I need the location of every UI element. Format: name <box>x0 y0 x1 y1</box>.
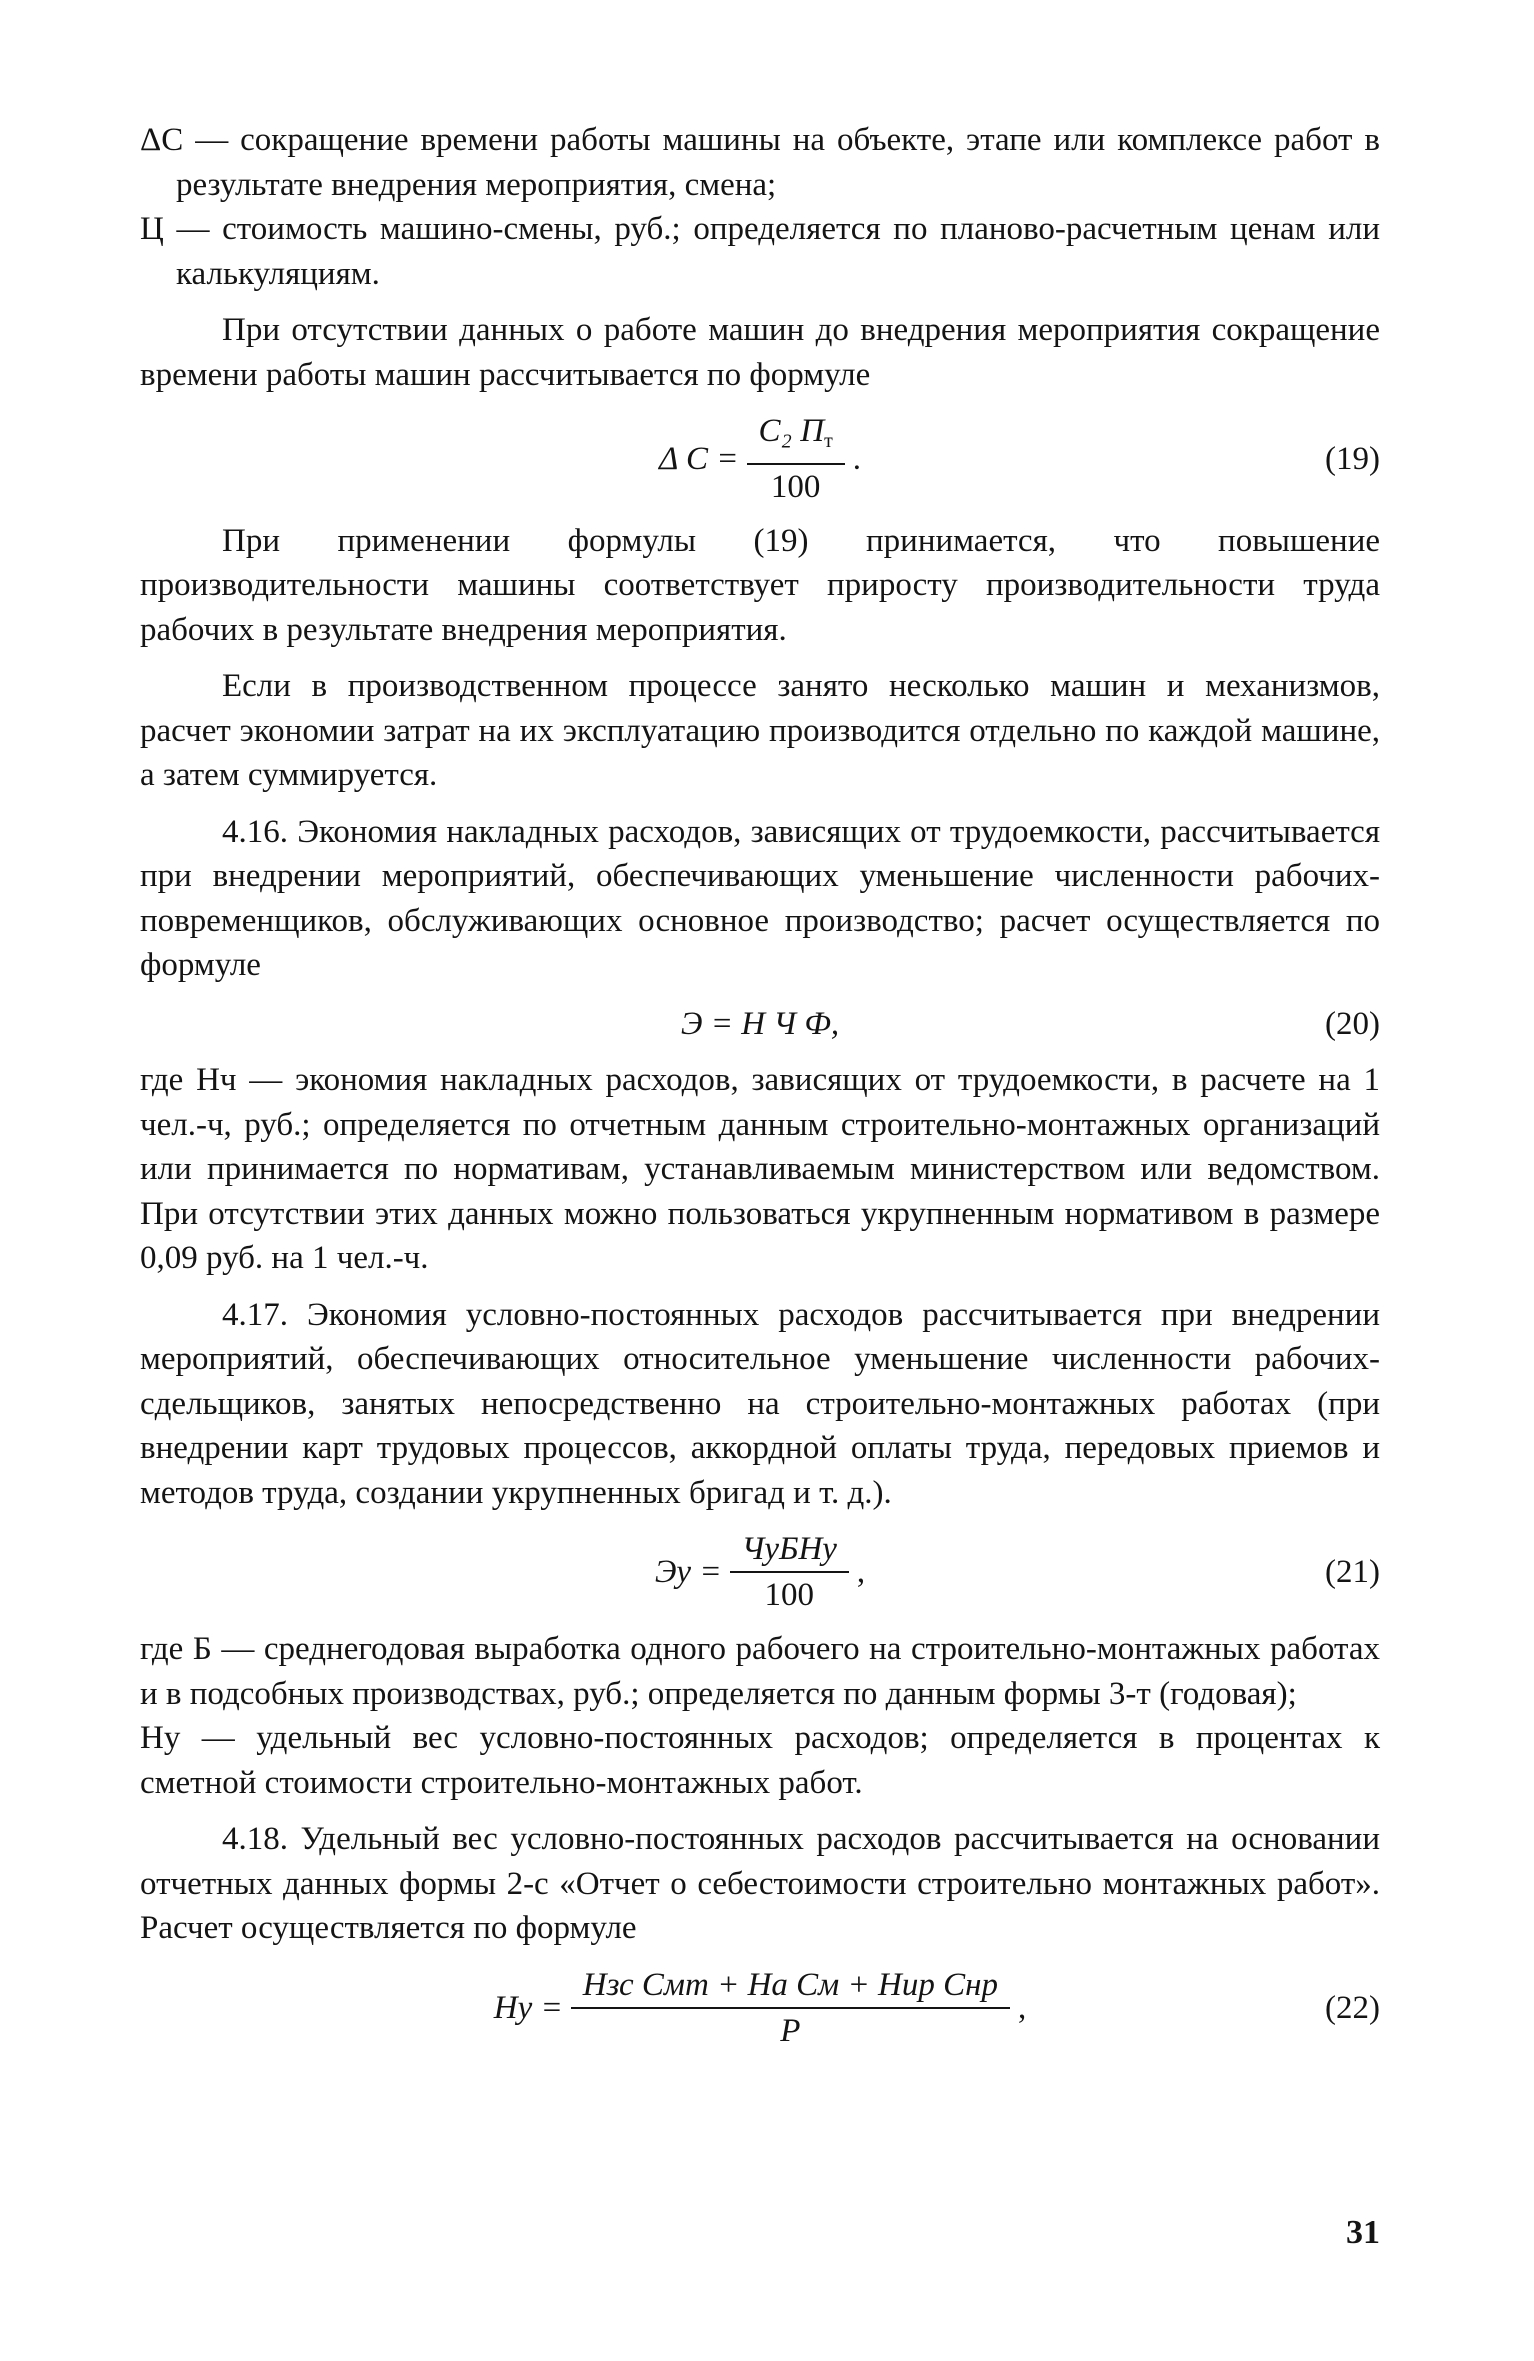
eq19-lhs: Δ С = <box>658 440 739 477</box>
eq22-tail: , <box>1017 1989 1027 2026</box>
page-number: 31 <box>1346 2214 1380 2251</box>
paragraph-apply-19: При применении формулы (19) принимается, что повышение производительности машины соответствует приросту производительности труда рабочих в результате внедрения мероприятия. <box>140 522 1380 648</box>
eq19-fraction <box>747 411 845 507</box>
eq21-fraction <box>730 1529 849 1615</box>
paragraph-absence: При отсутствии данных о работе машин до внедрения мероприятия сокращение времени работы машин рассчитывается по формуле <box>140 312 1380 393</box>
definition-b: где Б — среднегодовая выработка одного рабочего на строительно-монтажных работах и в подсобных производствах, руб.; определяется по данным формы 3-т (годовая); <box>140 1631 1380 1712</box>
eq20-text: Э = Н Ч Ф, <box>680 1005 840 1042</box>
eq22-fraction <box>571 1965 1010 2051</box>
definition-delta-c: ΔС — сокращение времени работы машины на объекте, этапе или комплексе работ в результате внедрения мероприятия, смена; <box>140 122 1380 203</box>
definition-ts: Ц — стоимость машино-смены, руб.; определяется по планово-расчетным ценам или калькуляциям. <box>140 211 1380 292</box>
eq21-tail: , <box>856 1554 866 1591</box>
page-content <box>140 118 1380 2063</box>
paragraph-4-18: 4.18. Удельный вес условно-постоянных расходов рассчитывается на основании отчетных данных формы 2-с «Отчет о себестоимости строительно монтажных работ». Расчет осуществляется по формуле <box>140 1821 1380 1947</box>
eq22-lhs: Ну = <box>493 1989 563 2026</box>
eq21-number: (21) <box>1325 1554 1380 1591</box>
paragraph-4-16: 4.16. Экономия накладных расходов, зависящих от трудоемкости, рассчитывается при внедрении мероприятий, обеспечивающих уменьшение численности рабочих-повременщиков, обслуживающих основное производство; расчет осуществляется по формуле <box>140 813 1380 984</box>
paragraph-several-machines: Если в производственном процессе занято несколько машин и механизмов, расчет экономии затрат на их эксплуатацию производится отдельно по каждой машине, а затем суммируется. <box>140 668 1380 794</box>
eq22-numerator: Нзс Смт + На См + Нир Снр <box>571 1965 1010 2009</box>
eq20-number: (20) <box>1325 1005 1380 1042</box>
eq19-numerator: С₂ $П_т$ <box>747 411 845 465</box>
equation-21 <box>140 1529 1380 1615</box>
equation-20 <box>140 1002 1380 1047</box>
eq22-denominator: Р <box>780 2012 801 2049</box>
equation-22 <box>140 1965 1380 2051</box>
definition-hu: Ну — удельный вес условно-постоянных расходов; определяется в процентах к сметной стоимости строительно-монтажных работ. <box>140 1720 1380 1801</box>
eq22-number: (22) <box>1325 1989 1380 2026</box>
paragraph-4-17: 4.17. Экономия условно-постоянных расходов рассчитывается при внедрении мероприятий, обеспечивающих относительное уменьшение численности рабочих-сдельщиков, занятых непосредственно на строительно-монтажных работах (при внедрении карт трудовых процессов, аккордной оплаты труда, передовых приемов и методов труда, создании укрупненных бригад и т. д.). <box>140 1296 1380 1511</box>
eq21-denominator: 100 <box>764 1577 814 1614</box>
eq19-number: (19) <box>1325 440 1380 477</box>
equation-19 <box>140 411 1380 507</box>
eq19-tail: . <box>852 440 862 477</box>
eq21-lhs: Эу = <box>654 1554 722 1591</box>
paragraph-hch: где Нч — экономия накладных расходов, зависящих от трудоемкости, в расчете на 1 чел.-ч, руб.; определяется по отчетным данным строительно-монтажных организаций или принимается по нормативам, устанавливаемым министерством или ведомством. При отсутствии этих данных можно пользоваться укрупненным нормативом в размере 0,09 руб. на 1 чел.-ч. <box>140 1062 1380 1277</box>
eq21-numerator: ЧуБНу <box>730 1529 849 1573</box>
eq19-denominator: 100 <box>770 468 821 505</box>
